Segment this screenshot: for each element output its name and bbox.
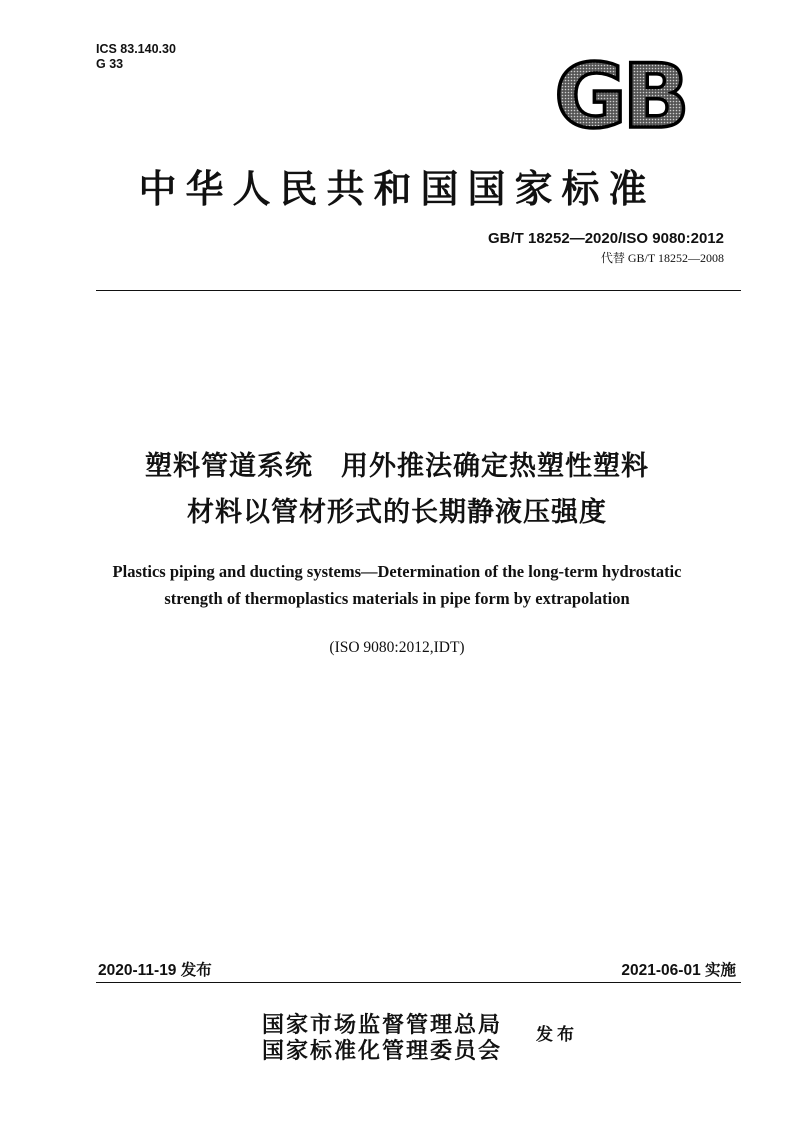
ics-code: ICS 83.140.30 <box>96 42 176 56</box>
iso-reference: (ISO 9080:2012,IDT) <box>329 639 465 656</box>
title-chinese-line-1: 塑料管道系统 用外推法确定热塑性塑料 <box>145 451 649 482</box>
top-divider <box>96 290 741 291</box>
replaces-note: 代替 GB/T 18252—2008 <box>600 251 724 265</box>
standard-number: GB/T 18252—2020/ISO 9080:2012 <box>488 230 724 247</box>
publisher-org-1: 国家市场监督管理总局 <box>262 1012 503 1038</box>
implementation-date: 2021-06-01 实施 <box>621 962 736 979</box>
publish-label: 发布 <box>536 1025 578 1045</box>
gb-logo <box>540 55 700 135</box>
title-chinese-line-2: 材料以管材形式的长期静液压强度 <box>187 497 607 528</box>
title-english-line-1: Plastics piping and ducting systems—Determination of the long-term hydrostatic <box>112 562 682 581</box>
classification-codes <box>96 42 176 72</box>
issue-date: 2020-11-19 发布 <box>98 962 212 979</box>
national-standard-title: 中华人民共和国国家标准 <box>138 166 656 211</box>
publisher-org-2: 国家标准化管理委员会 <box>262 1038 503 1064</box>
ccs-code: G 33 <box>96 57 124 71</box>
title-english-line-2: strength of thermoplastics materials in pipe form by extrapolation <box>164 589 630 608</box>
bottom-divider <box>96 982 741 983</box>
svg-text:GB: GB <box>554 55 686 135</box>
